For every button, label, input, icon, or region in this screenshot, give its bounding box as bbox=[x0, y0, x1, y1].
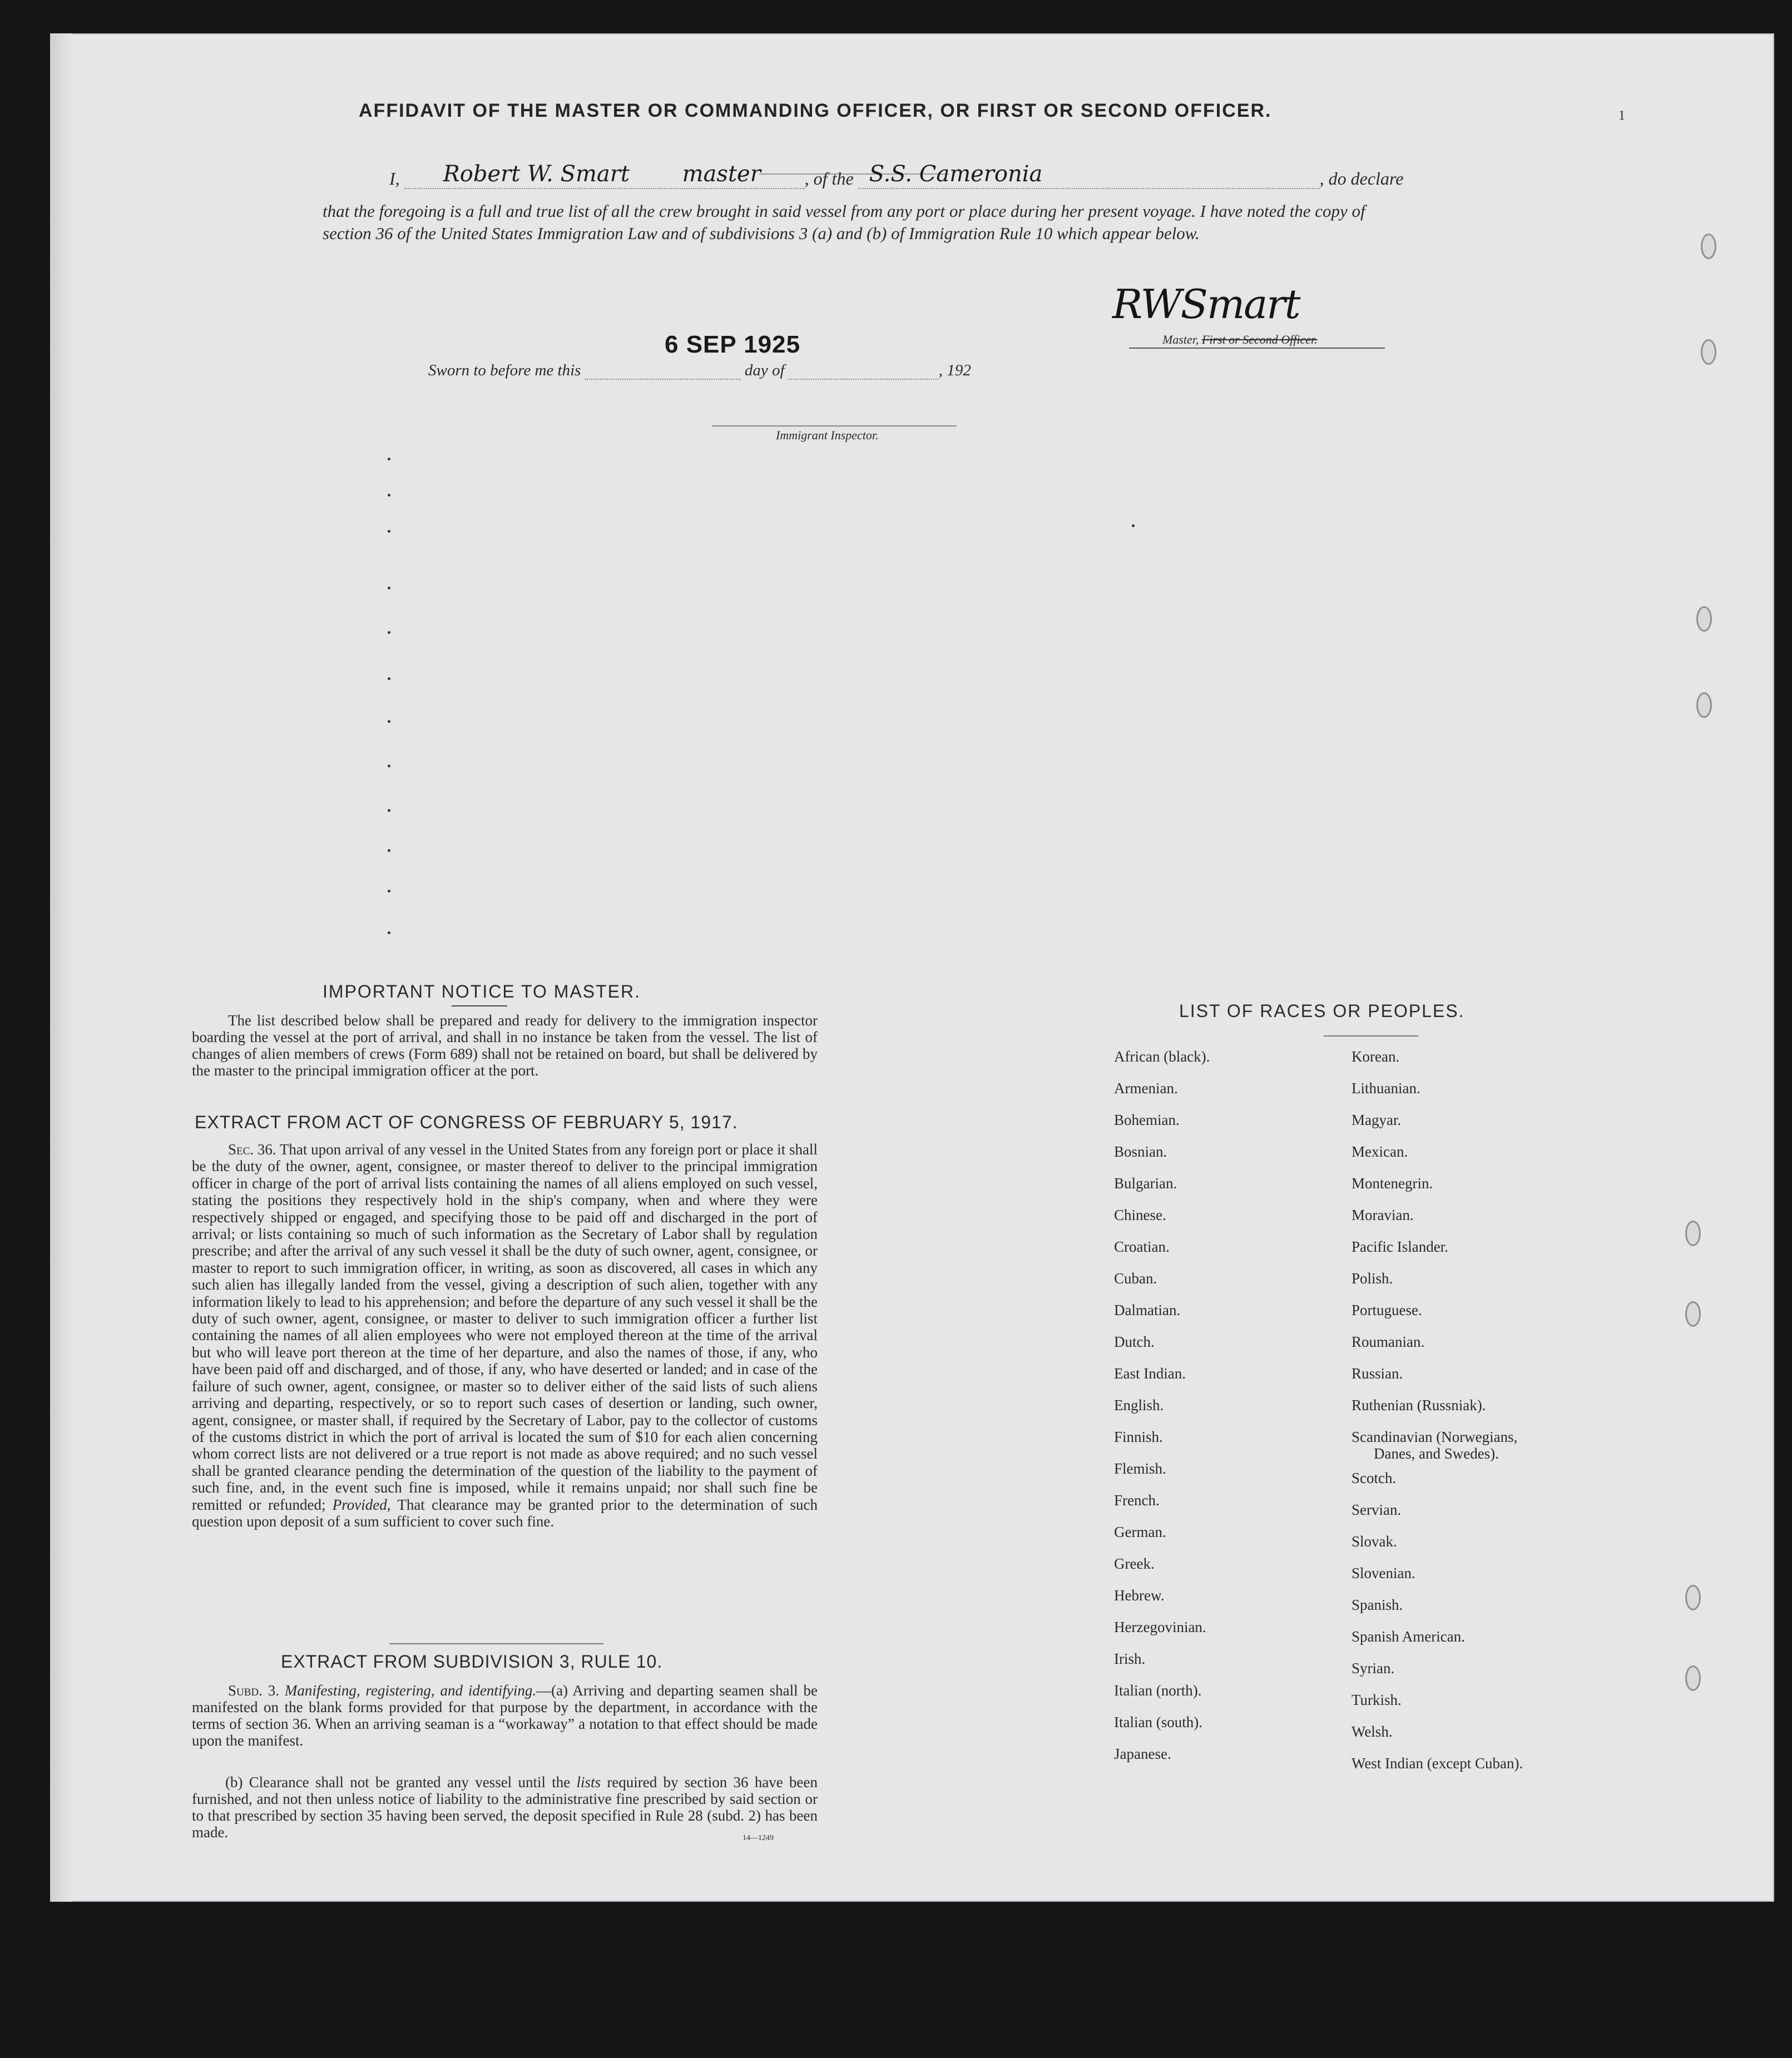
race-item: Ruthenian (Russniak). bbox=[1352, 1397, 1486, 1414]
race-item: Irish. bbox=[1114, 1650, 1146, 1667]
race-item: Pacific Islander. bbox=[1352, 1238, 1448, 1255]
race-item: East Indian. bbox=[1114, 1365, 1186, 1382]
inspector-signature-line bbox=[712, 425, 957, 427]
race-item: Bosnian. bbox=[1114, 1143, 1167, 1160]
subd-heading: Manifesting, registering, and identifying. bbox=[284, 1682, 537, 1699]
binder-hole bbox=[1701, 234, 1716, 259]
race-item: Mexican. bbox=[1352, 1143, 1408, 1160]
proviso-text: That clearance may be granted prior to the determination of such question upon deposit of a sum sufficient to cover such fine. bbox=[192, 1496, 818, 1530]
notice-body: The list described below shall be prepared and ready for delivery to the immigration inspector boarding the vessel at the port of arrival, and shall in no instance be taken from the vessel. The list of changes of alien members of crews (Form 689) shall not be retained on board, but shall be delivered by the master to the principal immigration officer at the port. bbox=[192, 1012, 818, 1079]
margin-dot bbox=[388, 765, 390, 767]
races-title-underline bbox=[1324, 1035, 1418, 1037]
form-code: 14—1249 bbox=[742, 1834, 774, 1842]
binder-hole bbox=[1685, 1221, 1701, 1246]
margin-dot bbox=[388, 458, 390, 460]
race-item: Russian. bbox=[1352, 1365, 1403, 1382]
binder-hole bbox=[1696, 692, 1712, 718]
race-item: Slovak. bbox=[1352, 1533, 1397, 1550]
race-item: Dutch. bbox=[1114, 1333, 1155, 1350]
margin-dot bbox=[388, 931, 390, 934]
of-the-text: , of the bbox=[804, 168, 854, 189]
inspector-label: Immigrant Inspector. bbox=[776, 428, 879, 442]
subd-para-b-lists: lists bbox=[576, 1774, 601, 1791]
margin-dot bbox=[388, 720, 390, 723]
race-item: Chinese. bbox=[1114, 1207, 1166, 1223]
margin-dot bbox=[388, 677, 390, 680]
binder-hole bbox=[1696, 606, 1712, 632]
signature-line bbox=[1129, 348, 1385, 349]
margin-dot bbox=[388, 530, 390, 533]
name-field bbox=[404, 161, 805, 189]
race-item: Armenian. bbox=[1114, 1080, 1178, 1097]
master-signature: RWSmart bbox=[1112, 281, 1300, 328]
margin-dot bbox=[1132, 524, 1135, 527]
race-item: Scandinavian (Norwegians, bbox=[1352, 1429, 1518, 1445]
race-item: Spanish American. bbox=[1352, 1628, 1465, 1645]
subdivision-a-text bbox=[192, 1682, 818, 1749]
race-item: Bulgarian. bbox=[1114, 1175, 1177, 1192]
notice-title: IMPORTANT NOTICE TO MASTER. bbox=[323, 981, 641, 1001]
vessel-field bbox=[858, 161, 1320, 189]
signature-label bbox=[1162, 333, 1318, 347]
race-item: Polish. bbox=[1352, 1270, 1393, 1287]
act-extract-title: EXTRACT FROM ACT OF CONGRESS OF FEBRUARY 5, 1917. bbox=[195, 1112, 738, 1132]
margin-dot bbox=[388, 587, 390, 589]
declaration-line bbox=[389, 161, 1404, 189]
sworn-line bbox=[428, 358, 971, 380]
rule-divider bbox=[389, 1643, 603, 1644]
sworn-day-of: day of bbox=[744, 361, 785, 379]
race-item: Flemish. bbox=[1114, 1460, 1166, 1477]
subd-para-a: —(a) Arriving and departing seamen shall be manifested on the blank forms provided for that purpose by the department, in accordance with the terms of section 36. When an arriving seaman is a “workaway” a notation to that effect should be made upon the manifest. bbox=[192, 1682, 818, 1749]
sworn-year: , 192 bbox=[938, 361, 971, 379]
race-item: Italian (south). bbox=[1114, 1714, 1202, 1730]
race-item: English. bbox=[1114, 1397, 1164, 1414]
race-item: Japanese. bbox=[1114, 1745, 1171, 1762]
race-item: Bohemian. bbox=[1114, 1112, 1180, 1128]
sworn-month-field bbox=[789, 358, 939, 380]
name-handwritten: Robert W. Smart bbox=[443, 161, 630, 187]
race-item: Slovenian. bbox=[1352, 1565, 1415, 1581]
race-item: Cuban. bbox=[1114, 1270, 1157, 1287]
margin-dot bbox=[388, 890, 390, 892]
race-item: Turkish. bbox=[1352, 1692, 1402, 1708]
subd-para-b-prefix: (b) Clearance shall not be granted any vessel until the bbox=[225, 1774, 571, 1791]
race-item: Spanish. bbox=[1352, 1596, 1403, 1613]
margin-dot bbox=[388, 494, 390, 497]
race-item: Welsh. bbox=[1352, 1723, 1393, 1740]
rank-handwritten: master bbox=[682, 161, 761, 187]
race-item: African (black). bbox=[1114, 1048, 1210, 1065]
proviso-word: Provided, bbox=[332, 1496, 391, 1513]
section-label: Sec. 36. bbox=[228, 1141, 276, 1158]
race-item: Dalmatian. bbox=[1114, 1302, 1181, 1318]
race-item: Lithuanian. bbox=[1352, 1080, 1420, 1097]
sworn-day-field bbox=[585, 358, 741, 380]
race-item: Syrian. bbox=[1352, 1660, 1395, 1677]
race-item: Magyar. bbox=[1352, 1112, 1402, 1128]
subd-label: Subd. 3. bbox=[228, 1682, 279, 1699]
subdivision-b-text bbox=[192, 1774, 818, 1841]
race-item: Korean. bbox=[1352, 1048, 1400, 1065]
affidavit-title: AFFIDAVIT OF THE MASTER OR COMMANDING OFFICER, OR FIRST OR SECOND OFFICER. bbox=[359, 100, 1272, 121]
race-item: Herzegovinian. bbox=[1114, 1619, 1206, 1635]
race-item: German. bbox=[1114, 1524, 1166, 1540]
margin-dot bbox=[388, 809, 390, 812]
rule-extract-title: EXTRACT FROM SUBDIVISION 3, RULE 10. bbox=[281, 1652, 663, 1672]
signature-label-struck: First or Second Officer. bbox=[1201, 333, 1318, 346]
races-title: LIST OF RACES OR PEOPLES. bbox=[1179, 1001, 1465, 1021]
binder-hole bbox=[1685, 1665, 1701, 1691]
binder-hole bbox=[1685, 1585, 1701, 1610]
section-36-body: That upon arrival of any vessel in the United States from any foreign port or place it shall be the duty of the owner, agent, consignee, or master thereof to deliver to the principal immigration officer in charge of the port of arrival lists containing the names of all aliens employed on such vessel, stating the positions they respectively hold in the ship's company, when and where they were respectively shipped or engaged, and specifying those to be paid off and discharged in the port of arrival; or lists containing so much of such information as the Secretary of Labor shall by regulation prescribe; and after the arrival of any such vessel it shall be the duty of such owner, agent, consignee, or master to report to such immigration officer, in writing, as soon as discovered, all cases in which any such alien has illegally landed from the vessel, giving a description of such alien, together with any information likely to lead to his apprehension; and before the departure of any such vessel it shall be the duty of such owner, agent, consignee, or master to deliver to such immigration officer a further list containing the names of all alien employees who were not employed thereon at the time of the arrival but who will leave port thereon at the time of her departure, and also the names of those, if any, who have been paid off and discharged, and of those, if any, who have deserted or landed; and in case of the failure of such owner, agent, consignee, or master so to deliver either of the said lists of such aliens arriving and departing, respectively, or so to report such cases of desertion or landing, such owner, agent, consignee, or master shall, if required by the Secretary of Labor, pay to the collector of customs of the customs district in which the port of arrival is located the sum of $10 for each alien concerning whom correct lists are not delivered or a true report is not made as above required; and no such vessel shall be granted clearance pending the determination of the question of the liability to the payment of such fine, and, in the event such fine is imposed, while it remains unpaid; nor shall such fine be remitted or refunded; bbox=[192, 1141, 818, 1513]
race-item: Croatian. bbox=[1114, 1238, 1170, 1255]
section-36-text bbox=[192, 1141, 818, 1530]
do-declare-text: , do declare bbox=[1319, 168, 1404, 189]
margin-dot bbox=[388, 631, 390, 634]
race-item: Servian. bbox=[1352, 1501, 1402, 1518]
subd-para-b: required by section 36 have been furnished, and not then unless notice of liability to the administrative fine prescribed by said section or to that prescribed by section 35 having been served, the deposit specified in Rule 28 (subd. 2) has been made. bbox=[192, 1774, 818, 1841]
declaration-text: that the foregoing is a full and true list of all the crew brought in said vessel from any port or place during her present voyage. I have noted the copy of section 36 of the United States Immigration Law and of subdivisions 3 (a) and (b) of Immigration Rule 10 which appear below. bbox=[323, 201, 1365, 243]
race-item: Hebrew. bbox=[1114, 1587, 1165, 1604]
race-item: Danes, and Swedes). bbox=[1374, 1445, 1499, 1462]
sworn-prefix: Sworn to before me this bbox=[428, 361, 581, 379]
notice-title-underline bbox=[452, 1005, 507, 1006]
race-item: Roumanian. bbox=[1352, 1333, 1425, 1350]
race-item: Scotch. bbox=[1352, 1470, 1397, 1486]
declaration-prefix: I, bbox=[389, 168, 400, 189]
binder-hole bbox=[1701, 339, 1716, 365]
race-item: Italian (north). bbox=[1114, 1682, 1202, 1699]
race-item: West Indian (except Cuban). bbox=[1352, 1755, 1523, 1772]
race-item: Greek. bbox=[1114, 1555, 1155, 1572]
page-edge-shadow bbox=[50, 33, 72, 1902]
vessel-handwritten: S.S. Cameronia bbox=[869, 161, 1043, 187]
signature-label-master: Master, bbox=[1162, 333, 1199, 346]
race-item: Moravian. bbox=[1352, 1207, 1414, 1223]
race-item: Portuguese. bbox=[1352, 1302, 1422, 1318]
race-item: Montenegrin. bbox=[1352, 1175, 1433, 1192]
date-stamp: 6 SEP 1925 bbox=[665, 331, 801, 358]
margin-dot bbox=[388, 849, 390, 852]
document-page bbox=[50, 33, 1774, 1902]
page-mark: 1 bbox=[1618, 108, 1625, 123]
binder-hole bbox=[1685, 1301, 1701, 1327]
race-item: French. bbox=[1114, 1492, 1160, 1509]
race-item: Finnish. bbox=[1114, 1429, 1163, 1445]
